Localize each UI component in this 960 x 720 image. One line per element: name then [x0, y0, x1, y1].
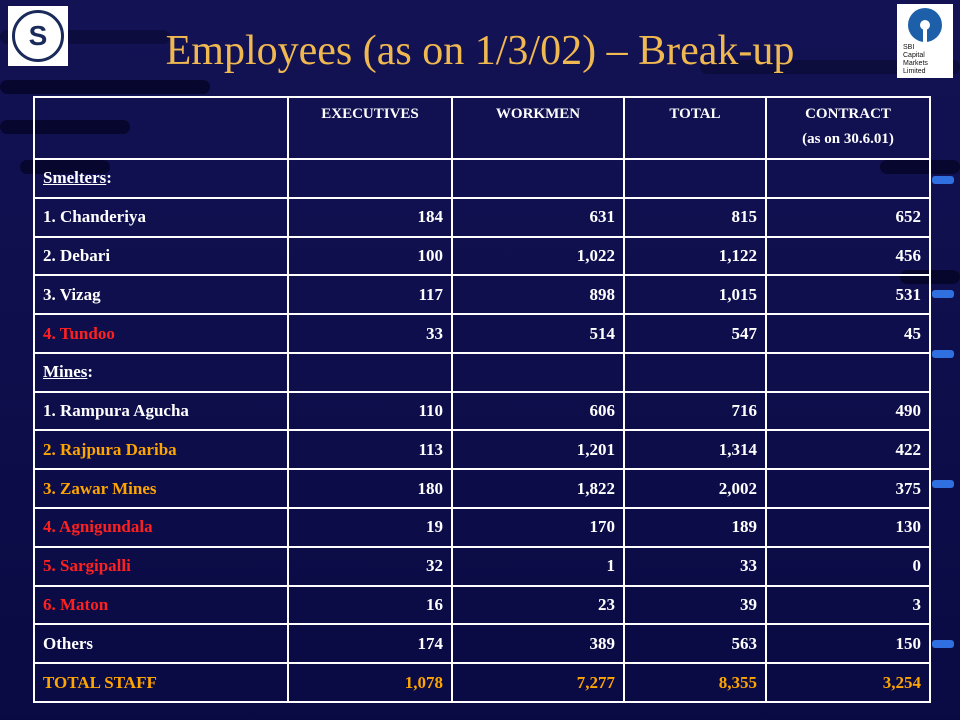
row-label: 1. Rampura Agucha	[34, 392, 288, 431]
cell-workmen: 1	[452, 547, 624, 586]
row-label: TOTAL STAFF	[34, 663, 288, 702]
header-total: TOTAL	[624, 97, 766, 159]
cell-executives: 16	[288, 586, 452, 625]
cell-contract: 150	[766, 624, 930, 663]
table-row	[34, 586, 930, 625]
row-label: 5. Sargipalli	[34, 547, 288, 586]
cell-workmen: 1,822	[452, 469, 624, 508]
cell-total: 716	[624, 392, 766, 431]
decorative-accent	[932, 350, 954, 358]
total-row	[34, 663, 930, 702]
cell-workmen: 631	[452, 198, 624, 237]
cell-total: 815	[624, 198, 766, 237]
cell-contract: 652	[766, 198, 930, 237]
cell-total	[624, 353, 766, 392]
cell-workmen: 898	[452, 275, 624, 314]
cell-contract: 0	[766, 547, 930, 586]
cell-total: 2,002	[624, 469, 766, 508]
row-label: 3. Zawar Mines	[34, 469, 288, 508]
cell-contract: 3	[766, 586, 930, 625]
header-blank	[34, 97, 288, 159]
cell-executives	[288, 353, 452, 392]
decorative-accent	[932, 480, 954, 488]
cell-executives: 110	[288, 392, 452, 431]
decorative-accent	[932, 176, 954, 184]
cell-total: 39	[624, 586, 766, 625]
cell-total: 1,314	[624, 430, 766, 469]
cell-executives	[288, 159, 452, 198]
row-label: 2. Rajpura Dariba	[34, 430, 288, 469]
cell-executives: 117	[288, 275, 452, 314]
table-row	[34, 430, 930, 469]
cell-executives: 180	[288, 469, 452, 508]
cell-workmen: 23	[452, 586, 624, 625]
cell-total: 547	[624, 314, 766, 353]
slide-title: Employees (as on 1/3/02) – Break-up	[165, 28, 795, 74]
cell-total: 189	[624, 508, 766, 547]
cell-workmen: 606	[452, 392, 624, 431]
cell-contract: 45	[766, 314, 930, 353]
table-row	[34, 237, 930, 276]
cell-workmen: 514	[452, 314, 624, 353]
cell-executives: 184	[288, 198, 452, 237]
table-row	[34, 508, 930, 547]
cell-contract: 531	[766, 275, 930, 314]
employee-table	[33, 96, 931, 703]
table-row	[34, 275, 930, 314]
decorative-accent	[932, 640, 954, 648]
cell-contract: 130	[766, 508, 930, 547]
cell-contract: 3,254	[766, 663, 930, 702]
table-row	[34, 547, 930, 586]
background-streak	[0, 80, 210, 94]
row-label: 3. Vizag	[34, 275, 288, 314]
cell-workmen: 389	[452, 624, 624, 663]
row-label: Mines:	[34, 353, 288, 392]
row-label: Others	[34, 624, 288, 663]
cell-total: 1,015	[624, 275, 766, 314]
cell-contract: 422	[766, 430, 930, 469]
table-row	[34, 469, 930, 508]
row-label: 1. Chanderiya	[34, 198, 288, 237]
decorative-accent	[932, 290, 954, 298]
cell-executives: 1,078	[288, 663, 452, 702]
cell-total: 8,355	[624, 663, 766, 702]
cell-total	[624, 159, 766, 198]
row-label: 4. Tundoo	[34, 314, 288, 353]
logo-symbol: S	[12, 10, 64, 62]
table-body	[34, 159, 930, 702]
cell-contract	[766, 159, 930, 198]
section-row	[34, 159, 930, 198]
cell-executives: 100	[288, 237, 452, 276]
header-executives: EXECUTIVES	[288, 97, 452, 159]
header-contract: CONTRACT (as on 30.6.01)	[766, 97, 930, 159]
cell-executives: 174	[288, 624, 452, 663]
row-label: 2. Debari	[34, 237, 288, 276]
cell-total: 33	[624, 547, 766, 586]
cell-executives: 33	[288, 314, 452, 353]
cell-contract: 490	[766, 392, 930, 431]
table-row	[34, 624, 930, 663]
cell-contract: 456	[766, 237, 930, 276]
cell-executives: 19	[288, 508, 452, 547]
cell-contract	[766, 353, 930, 392]
table-row	[34, 198, 930, 237]
cell-workmen	[452, 353, 624, 392]
sbi-logo-text: SBI Capital Markets Limited	[903, 44, 928, 75]
cell-executives: 113	[288, 430, 452, 469]
cell-executives: 32	[288, 547, 452, 586]
cell-workmen	[452, 159, 624, 198]
cell-workmen: 170	[452, 508, 624, 547]
cell-workmen: 1,201	[452, 430, 624, 469]
row-label: 4. Agnigundala	[34, 508, 288, 547]
row-label: 6. Maton	[34, 586, 288, 625]
row-label: Smelters:	[34, 159, 288, 198]
header-workmen: WORKMEN	[452, 97, 624, 159]
header-row	[34, 97, 930, 159]
cell-workmen: 7,277	[452, 663, 624, 702]
section-row	[34, 353, 930, 392]
cell-total: 1,122	[624, 237, 766, 276]
cell-total: 563	[624, 624, 766, 663]
cell-contract: 375	[766, 469, 930, 508]
table-row	[34, 392, 930, 431]
table-row	[34, 314, 930, 353]
cell-workmen: 1,022	[452, 237, 624, 276]
